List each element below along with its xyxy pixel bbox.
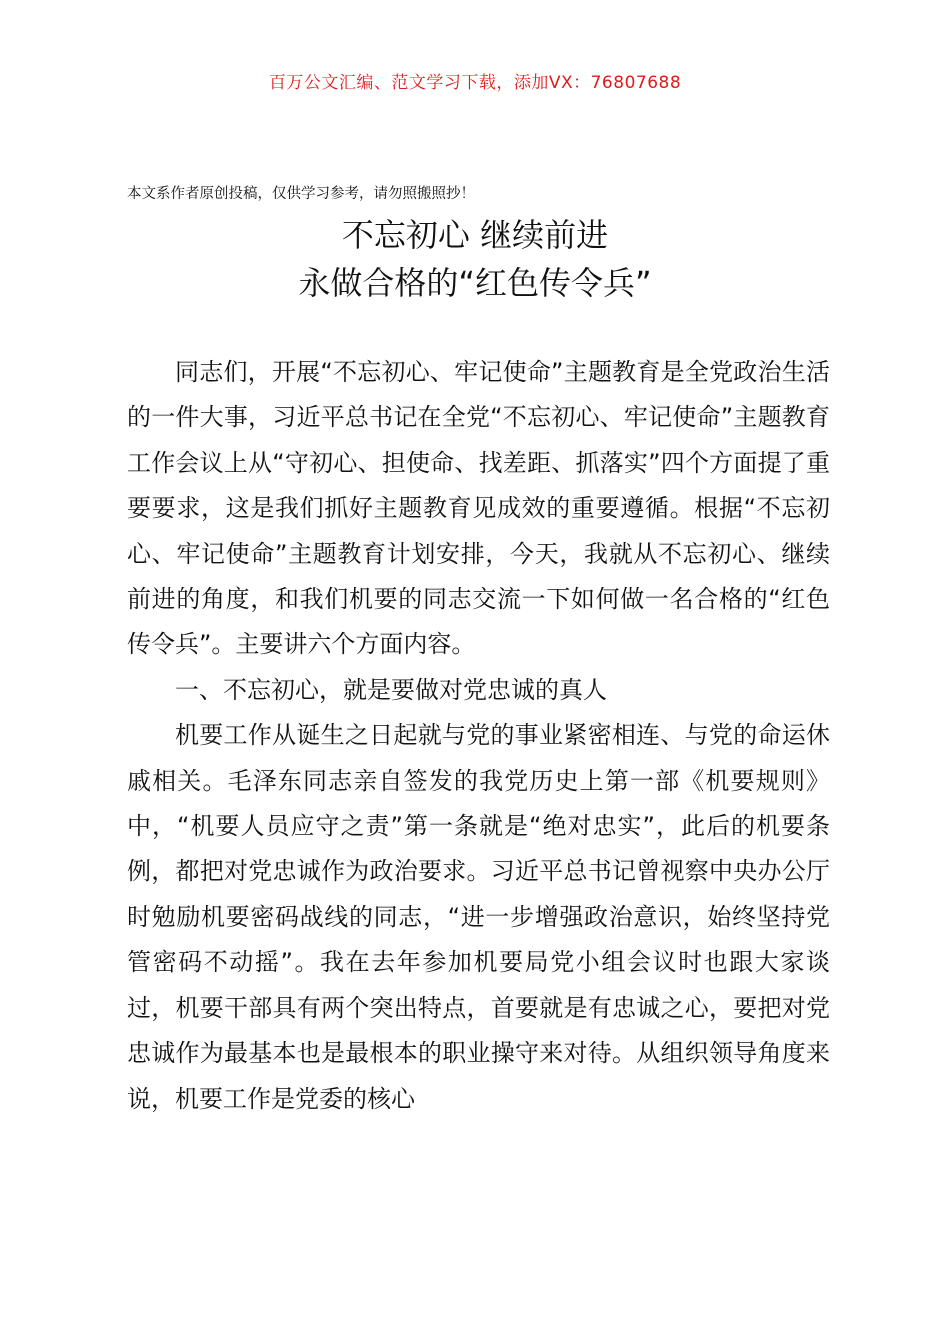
page-subtitle: 永做合格的“红色传令兵”	[298, 264, 652, 302]
author-note: 本文系作者原创投稿，仅供学习参考，请勿照搬照抄！	[127, 186, 475, 202]
paragraph-intro: 同志们，开展“不忘初心、牢记使命”主题教育是全党政治生活的一件大事，习近平总书记在全党“不忘初心、牢记使命”主题教育工作会议上从“守初心、担使命、找差距、抓落实”四个方面提了重要要求，这是我们抓好主题教育见成效的重要遵循。根据“不忘初心、牢记使命”主题教育计划安排，今天，我就从不忘初心、继续前进的角度，和我们机要的同志交流一下如何做一名合格的“红色传令兵”。主要讲六个方面内容。	[127, 358, 830, 659]
page-title: 不忘初心 继续前进	[341, 216, 609, 254]
paragraph-section-1: 机要工作从诞生之日起就与党的事业紧密相连、与党的命运休戚相关。毛泽东同志亲自签发的我党历史上第一部《机要规则》中，“机要人员应守之责”第一条就是“绝对忠实”，此后的机要条例，都把对党忠诚作为政治要求。习近平总书记曾视察中央办公厅时勉励机要密码战线的同志，“进一步增强政治意识，始终坚持党管密码不动摇”。我在去年参加机要局党小组会议时也跟大家谈过，机要干部具有两个突出特点，首要就是有忠诚之心，要把对党忠诚作为最基本也是最根本的职业操守来对待。从组织领导角度来说，机要工作是党委的核心	[127, 721, 830, 1113]
document-body	[127, 350, 830, 1122]
section-heading-1: 一、不忘初心，就是要做对党忠诚的真人	[175, 675, 607, 704]
watermark-notice: 百万公文汇编、范文学习下载，添加VX：76807688	[268, 73, 682, 93]
